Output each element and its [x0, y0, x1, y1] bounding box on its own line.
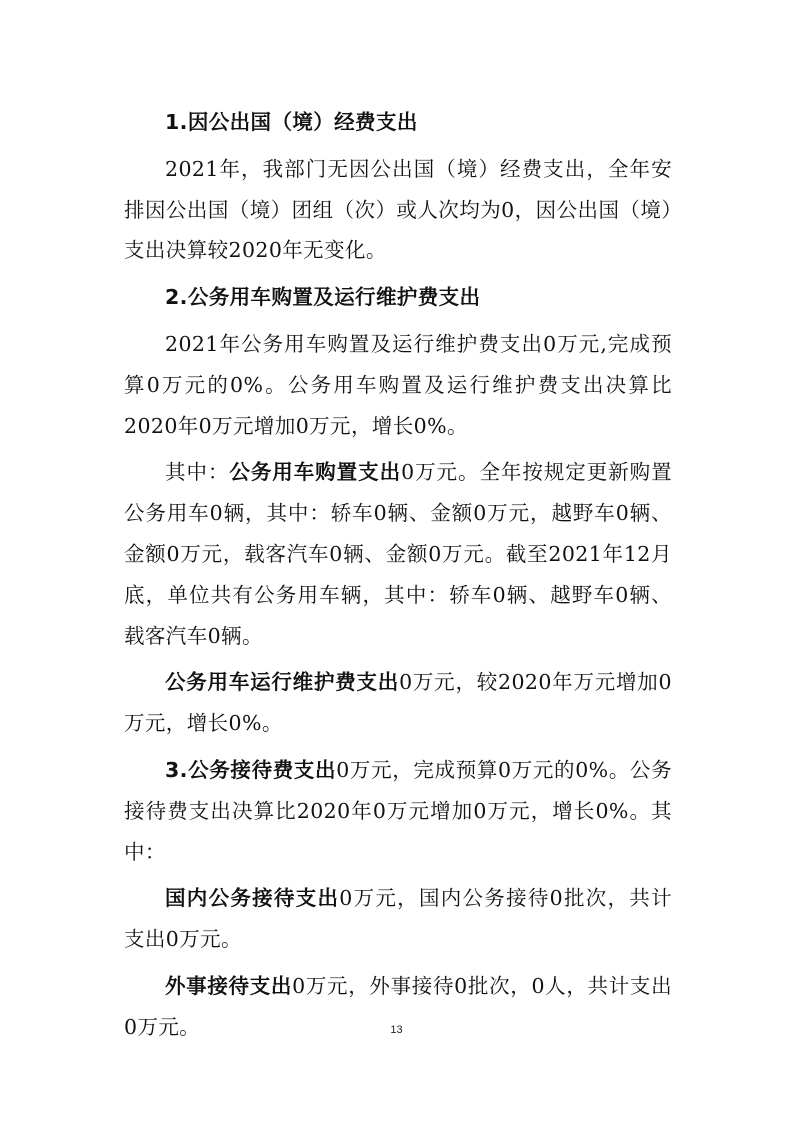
vehicle-purchase-label: 公务用车购置支出	[229, 460, 402, 485]
vehicle-purchase-prefix: 其中：	[165, 460, 230, 485]
section-3-heading: 3.公务接待费支出	[165, 757, 337, 782]
page-number: 13	[390, 1024, 403, 1036]
section-3-text: 0万元，完成预算0万元的0%。公务接待费支出决算比2020年0万元增加0万元，增长0%。其中：	[124, 757, 672, 864]
vehicle-purchase-paragraph	[124, 452, 672, 656]
section-1-heading: 1.因公出国（境）经费支出	[165, 110, 418, 134]
domestic-reception-text: 0万元，国内公务接待0批次，共计支出0万元。	[124, 886, 672, 952]
vehicle-maintenance-paragraph	[124, 662, 672, 744]
section-2-heading: 2.公务用车购置及运行维护费支出	[165, 285, 481, 310]
section-1-paragraph: 2021年，我部门无因公出国（境）经费支出，全年安排因公出国（境）团组（次）或人次均为0，因公出国（境）支出决算较2020年无变化。	[124, 156, 672, 263]
section-2-paragraph: 2021年公务用车购置及运行维护费支出0万元,完成预算0万元的0%。公务用车购置及运行维护费支出决算比2020年0万元增加0万元，增长0%。	[124, 331, 672, 438]
foreign-reception-label: 外事接待支出	[165, 973, 293, 998]
section-3-paragraph	[124, 750, 672, 872]
vehicle-maintenance-label: 公务用车运行维护费支出	[165, 670, 400, 695]
domestic-reception-label: 国内公务接待支出	[165, 886, 340, 911]
document-body	[124, 102, 672, 1048]
foreign-reception-text: 0万元，外事接待0批次，0人，共计支出0万元。	[124, 973, 672, 1039]
vehicle-maintenance-text: 0万元，较2020年万元增加0万元，增长0%。	[124, 670, 672, 736]
domestic-reception-paragraph	[124, 878, 672, 960]
vehicle-purchase-text: 0万元。全年按规定更新购置公务用车0辆，其中：轿车0辆、金额0万元，越野车0辆、金额0万元，载客汽车0辆、金额0万元。截至2021年12月底，单位共有公务用车辆，其中：轿车0辆、越野车0辆、载客汽车0辆。	[124, 460, 673, 648]
